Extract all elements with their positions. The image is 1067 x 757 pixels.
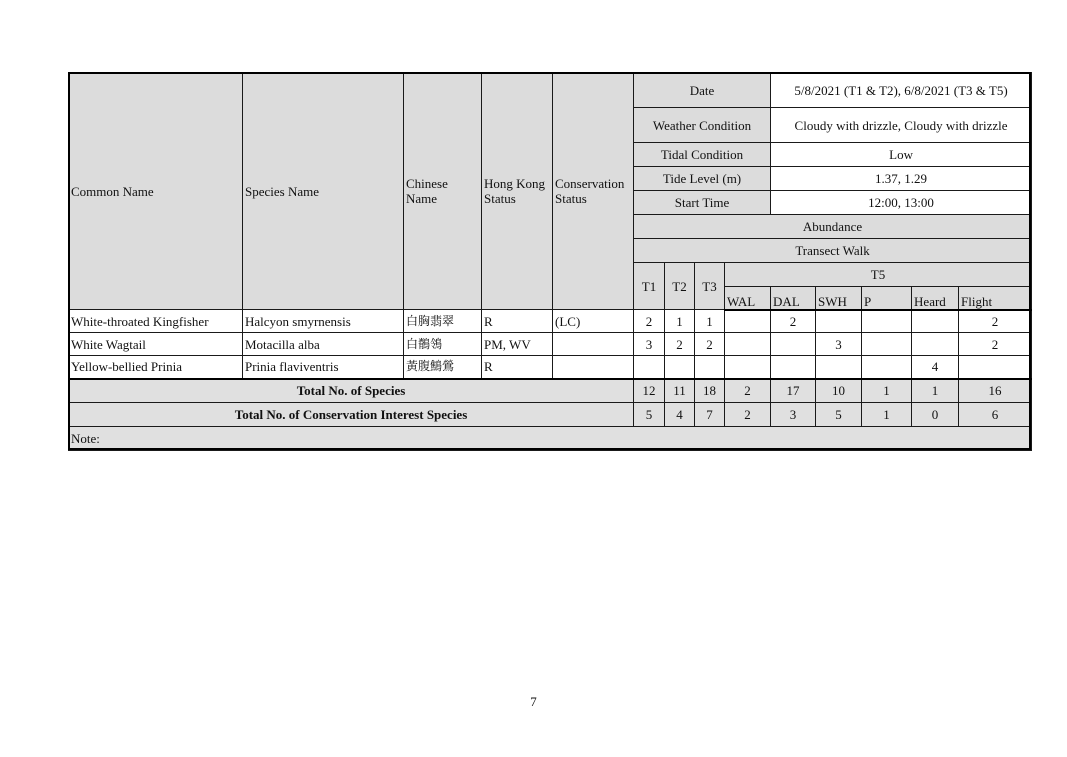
total-species-value: 1: [912, 379, 959, 403]
chinese-name-header: Chinese Name: [404, 73, 482, 310]
heard-cell: 4: [912, 356, 959, 379]
date-value: 5/8/2021 (T1 & T2), 6/8/2021 (T3 & T5): [771, 73, 1032, 108]
total-conservation-value: 0: [912, 403, 959, 427]
p-cell: [862, 310, 912, 333]
t3-cell: 2: [695, 333, 725, 356]
t5-header: T5: [725, 263, 1032, 287]
total-conservation-value: 6: [959, 403, 1032, 427]
species-name-header: Species Name: [243, 73, 404, 310]
p-cell: [862, 333, 912, 356]
common-name-cell: White-throated Kingfisher: [69, 310, 243, 333]
transect-walk-header: Transect Walk: [634, 239, 1032, 263]
species-name-cell: Halcyon smyrnensis: [243, 310, 404, 333]
t2-cell: [665, 356, 695, 379]
dal-cell: 2: [771, 310, 816, 333]
date-label: Date: [634, 73, 771, 108]
tide-level-label: Tide Level (m): [634, 167, 771, 191]
dal-cell: [771, 333, 816, 356]
wal-cell: [725, 310, 771, 333]
total-conservation-row: [69, 403, 1032, 427]
total-species-value: 10: [816, 379, 862, 403]
total-species-value: 16: [959, 379, 1032, 403]
table-row: [69, 333, 1032, 356]
chinese-name-cell: 黃腹鷦鶯: [404, 356, 482, 379]
total-species-value: 2: [725, 379, 771, 403]
start-time-label: Start Time: [634, 191, 771, 215]
t3-cell: [695, 356, 725, 379]
t5-sub-dal: DAL: [771, 287, 816, 310]
conservation-status-header: Conservation Status: [553, 73, 634, 310]
weather-label: Weather Condition: [634, 108, 771, 143]
common-name-cell: Yellow-bellied Prinia: [69, 356, 243, 379]
chinese-name-cell: 白鶺鴒: [404, 333, 482, 356]
flight-cell: [959, 356, 1032, 379]
total-species-value: 18: [695, 379, 725, 403]
total-conservation-value: 7: [695, 403, 725, 427]
common-name-cell: White Wagtail: [69, 333, 243, 356]
tidal-label: Tidal Condition: [634, 143, 771, 167]
total-species-value: 11: [665, 379, 695, 403]
swh-cell: [816, 356, 862, 379]
hk-status-cell: R: [482, 310, 553, 333]
conservation-status-cell: (LC): [553, 310, 634, 333]
total-conservation-value: 3: [771, 403, 816, 427]
t1-cell: 3: [634, 333, 665, 356]
page-number: 7: [530, 694, 537, 709]
dal-cell: [771, 356, 816, 379]
total-species-value: 1: [862, 379, 912, 403]
wal-cell: [725, 333, 771, 356]
hk-status-cell: PM, WV: [482, 333, 553, 356]
species-survey-table: [68, 72, 1032, 451]
total-species-label: Total No. of Species: [69, 379, 634, 403]
swh-cell: 3: [816, 333, 862, 356]
t5-sub-swh: SWH: [816, 287, 862, 310]
conservation-status-cell: [553, 356, 634, 379]
total-species-row: [69, 379, 1032, 403]
swh-cell: [816, 310, 862, 333]
t1-cell: [634, 356, 665, 379]
t2-cell: 2: [665, 333, 695, 356]
total-conservation-value: 5: [634, 403, 665, 427]
t5-sub-p: P: [862, 287, 912, 310]
hk-status-cell: R: [482, 356, 553, 379]
tide-level-value: 1.37, 1.29: [771, 167, 1032, 191]
common-name-header: Common Name: [69, 73, 243, 310]
total-conservation-value: 4: [665, 403, 695, 427]
total-species-value: 17: [771, 379, 816, 403]
note-row: [69, 427, 1032, 451]
conservation-status-cell: [553, 333, 634, 356]
heard-cell: [912, 310, 959, 333]
species-name-cell: Motacilla alba: [243, 333, 404, 356]
t3-header: T3: [695, 263, 725, 310]
tidal-value: Low: [771, 143, 1032, 167]
table-row: [69, 310, 1032, 333]
flight-cell: 2: [959, 333, 1032, 356]
t5-sub-wal: WAL: [725, 287, 771, 310]
t2-header: T2: [665, 263, 695, 310]
wal-cell: [725, 356, 771, 379]
abundance-header: Abundance: [634, 215, 1032, 239]
flight-cell: 2: [959, 310, 1032, 333]
total-conservation-value: 2: [725, 403, 771, 427]
species-name-cell: Prinia flaviventris: [243, 356, 404, 379]
total-conservation-value: 1: [862, 403, 912, 427]
p-cell: [862, 356, 912, 379]
weather-value: Cloudy with drizzle, Cloudy with drizzle: [771, 108, 1032, 143]
t5-sub-heard: Heard: [912, 287, 959, 310]
t5-sub-flight: Flight: [959, 287, 1032, 310]
heard-cell: [912, 333, 959, 356]
note-text: Note:: [69, 427, 1032, 451]
start-time-value: 12:00, 13:00: [771, 191, 1032, 215]
t2-cell: 1: [665, 310, 695, 333]
t3-cell: 1: [695, 310, 725, 333]
total-conservation-value: 5: [816, 403, 862, 427]
t1-cell: 2: [634, 310, 665, 333]
chinese-name-cell: 白胸翡翠: [404, 310, 482, 333]
hk-status-header: Hong Kong Status: [482, 73, 553, 310]
total-species-value: 12: [634, 379, 665, 403]
total-conservation-label: Total No. of Conservation Interest Species: [69, 403, 634, 427]
table-row: [69, 356, 1032, 379]
t1-header: T1: [634, 263, 665, 310]
